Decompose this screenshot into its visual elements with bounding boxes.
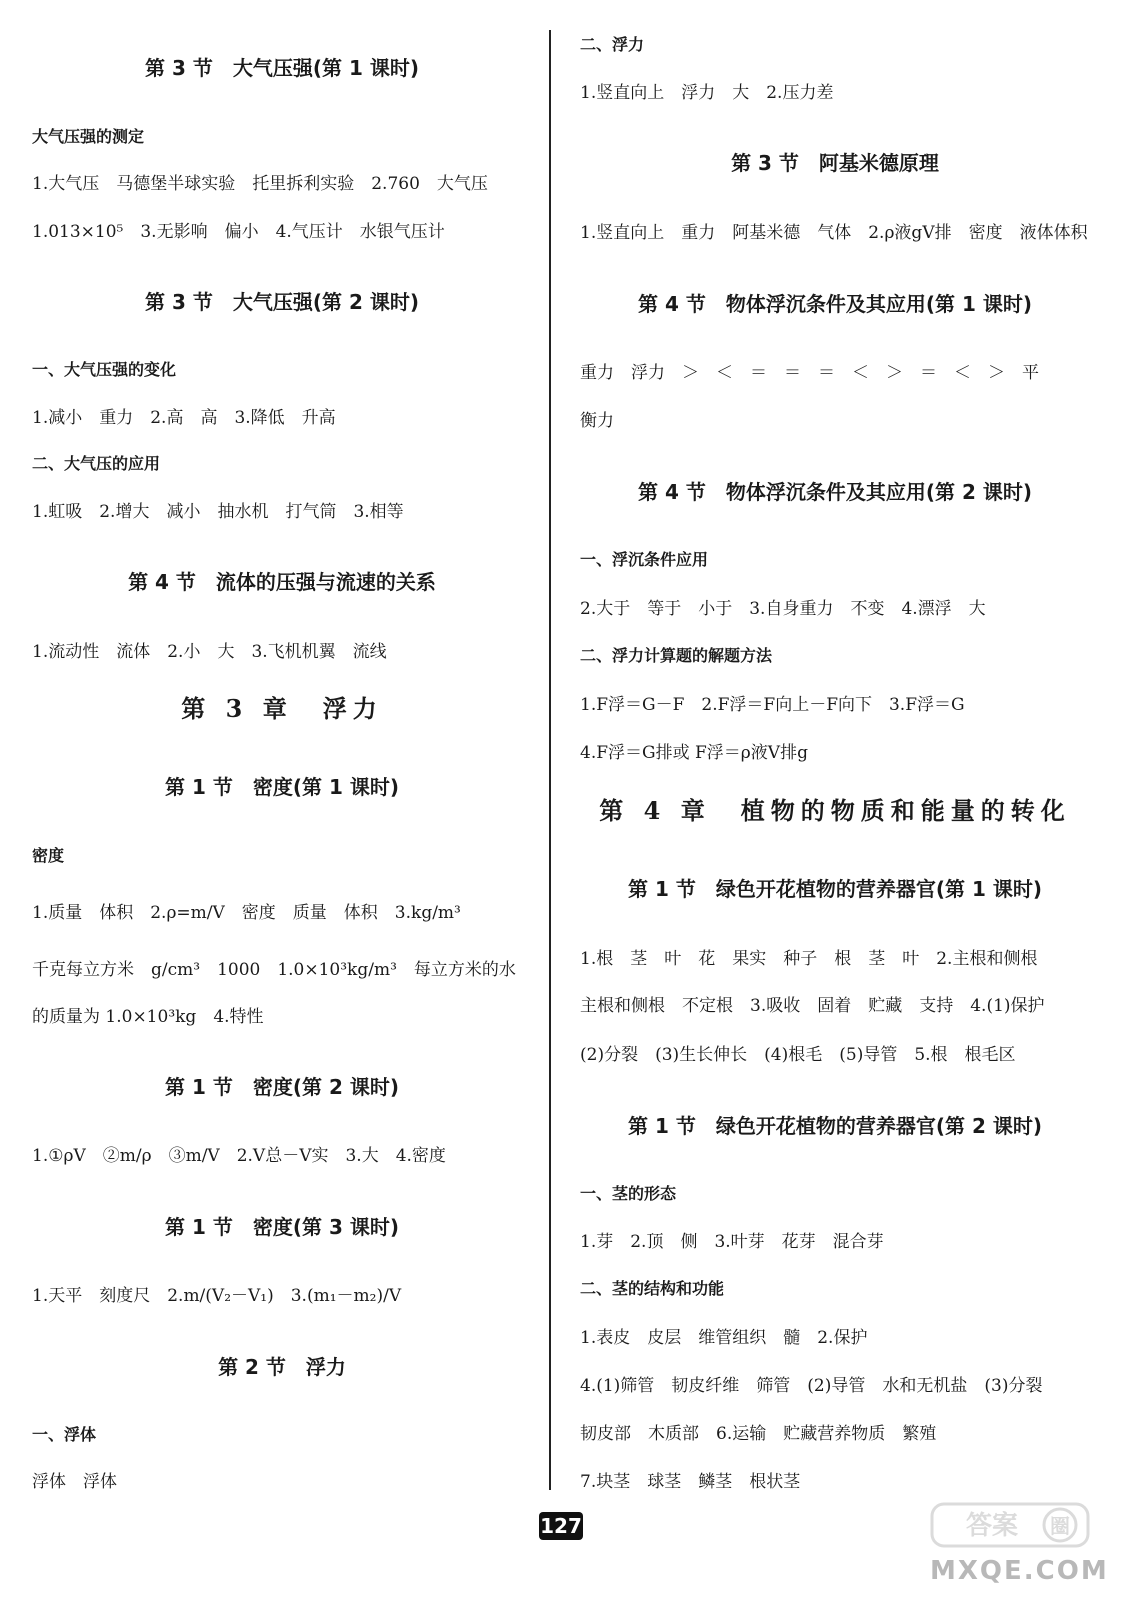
answer-line: 1.流动性 流体 2.小 大 3.飞机机翼 流线 xyxy=(32,642,387,662)
watermark-url: MXQE.COM xyxy=(930,1556,1109,1586)
answer-line: 4.(1)筛管 韧皮纤维 筛管 (2)导管 水和无机盐 (3)分裂 xyxy=(580,1376,1043,1396)
answer-line: 重力 浮力 ＞ ＜ ＝ ＝ ＝ ＜ ＞ ＝ ＜ ＞ 平 xyxy=(580,363,1039,383)
answer-line: (2)分裂 (3)生长伸长 (4)根毛 (5)导管 5.根 根毛区 xyxy=(580,1045,1016,1065)
page-number: 127 xyxy=(540,1514,582,1538)
column-divider xyxy=(549,30,551,1490)
answer-line: 7.块茎 球茎 鳞茎 根状茎 xyxy=(580,1472,801,1492)
section-title: 第 3 节 大气压强(第 2 课时) xyxy=(145,290,419,314)
answer-line: 1.质量 体积 2.ρ=m/V 密度 质量 体积 3.kg/m³ xyxy=(32,903,461,923)
answer-line: 1.根 茎 叶 花 果实 种子 根 茎 叶 2.主根和侧根 xyxy=(580,949,1038,969)
answer-line: 的质量为 1.0×10³kg 4.特性 xyxy=(32,1007,264,1027)
answer-line: 主根和侧根 不定根 3.吸收 固着 贮藏 支持 4.(1)保护 xyxy=(580,996,1045,1016)
answer-line: 1.F浮＝G－F 2.F浮＝F向上－F向下 3.F浮＝G xyxy=(580,695,965,715)
subsection-heading: 二、茎的结构和功能 xyxy=(580,1279,725,1298)
section-title: 第 4 节 物体浮沉条件及其应用(第 1 课时) xyxy=(638,292,1032,316)
answer-line: 浮体 浮体 xyxy=(32,1472,117,1492)
answer-line: 1.013×10⁵ 3.无影响 偏小 4.气压计 水银气压计 xyxy=(32,222,445,242)
section-title: 第 4 节 流体的压强与流速的关系 xyxy=(128,570,436,594)
subsection-heading: 一、茎的形态 xyxy=(580,1184,677,1203)
answer-line: 1.竖直向上 浮力 大 2.压力差 xyxy=(580,83,834,103)
section-title: 第 1 节 绿色开花植物的营养器官(第 1 课时) xyxy=(628,877,1042,901)
subsection-heading: 二、大气压的应用 xyxy=(32,454,161,473)
subsection-heading: 二、浮力计算题的解题方法 xyxy=(580,646,773,665)
section-title: 第 2 节 浮力 xyxy=(218,1355,346,1379)
svg-text:圈: 圈 xyxy=(1050,1514,1070,1538)
section-title: 第 3 节 阿基米德原理 xyxy=(731,151,939,175)
answer-line: 韧皮部 木质部 6.运输 贮藏营养物质 繁殖 xyxy=(580,1424,937,1444)
answer-line: 千克每立方米 g/cm³ 1000 1.0×10³kg/m³ 每立方米的水 xyxy=(32,960,516,980)
answer-line: 1.①ρV ②m/ρ ③m/V 2.V总－V实 3.大 4.密度 xyxy=(32,1146,446,1166)
svg-text:答案: 答案 xyxy=(965,1511,1019,1541)
section-title: 第 1 节 密度(第 2 课时) xyxy=(165,1075,399,1099)
answer-line: 1.虹吸 2.增大 减小 抽水机 打气筒 3.相等 xyxy=(32,502,404,522)
answer-line: 1.减小 重力 2.高 高 3.降低 升高 xyxy=(32,408,336,428)
answer-line: 1.天平 刻度尺 2.m/(V₂－V₁) 3.(m₁－m₂)/V xyxy=(32,1286,402,1306)
subsection-heading: 密度 xyxy=(32,846,65,865)
section-title: 第 4 节 物体浮沉条件及其应用(第 2 课时) xyxy=(638,480,1032,504)
subsection-heading: 一、浮体 xyxy=(32,1425,97,1444)
subsection-heading: 大气压强的测定 xyxy=(32,127,145,146)
chapter-title: 第 4 章 植物的物质和能量的转化 xyxy=(599,796,1071,825)
section-title: 第 1 节 密度(第 3 课时) xyxy=(165,1215,399,1239)
answer-line: 1.大气压 马德堡半球实验 托里拆利实验 2.760 大气压 xyxy=(32,174,488,194)
chapter-title: 第 3 章 浮力 xyxy=(181,694,383,723)
answer-line: 4.F浮＝G排或 F浮＝ρ液V排g xyxy=(580,743,808,763)
section-title: 第 3 节 大气压强(第 1 课时) xyxy=(145,56,419,80)
subsection-heading: 一、大气压强的变化 xyxy=(32,360,177,379)
answer-line: 1.芽 2.顶 侧 3.叶芽 花芽 混合芽 xyxy=(580,1232,884,1252)
answer-line: 1.竖直向上 重力 阿基米德 气体 2.ρ液gV排 密度 液体体积 xyxy=(580,223,1088,243)
subsection-heading: 一、浮沉条件应用 xyxy=(580,550,709,569)
answer-line: 2.大于 等于 小于 3.自身重力 不变 4.漂浮 大 xyxy=(580,599,986,619)
section-title: 第 1 节 密度(第 1 课时) xyxy=(165,775,399,799)
section-title: 第 1 节 绿色开花植物的营养器官(第 2 课时) xyxy=(628,1114,1042,1138)
watermark-logo xyxy=(930,1500,1090,1550)
answer-line: 衡力 xyxy=(580,411,614,431)
answer-line: 1.表皮 皮层 维管组织 髓 2.保护 xyxy=(580,1328,868,1348)
subsection-heading: 二、浮力 xyxy=(580,35,645,54)
